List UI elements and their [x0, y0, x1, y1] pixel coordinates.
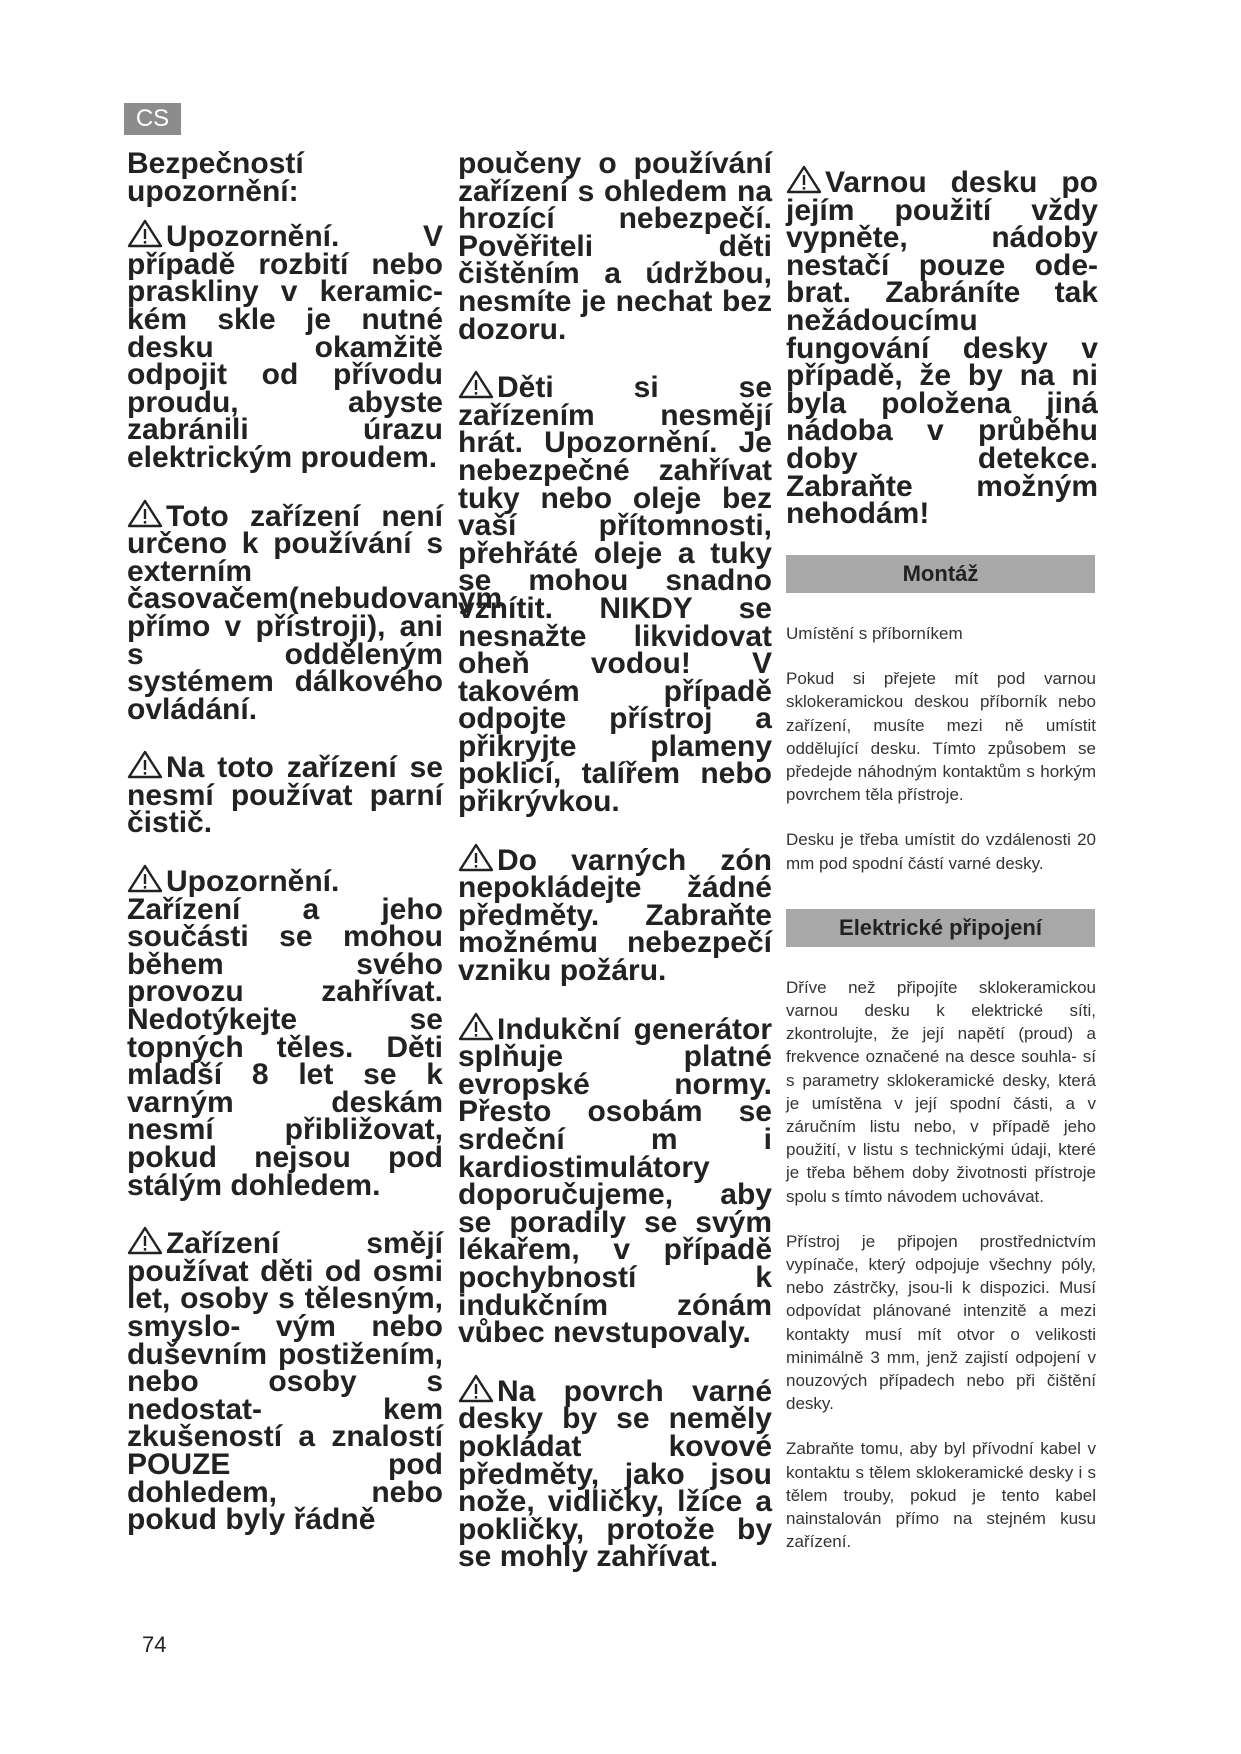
warning-triangle-icon	[458, 1012, 494, 1041]
montaz-paragraph: Desku je třeba umístit do vzdálenosti 20 mm pod spodní částí varné desky.	[786, 830, 1096, 873]
warning-paragraph: Indukční generátor splňuje platné evropské normy. Přesto osobám se srdeční m i kardiostimulátory doporučujeme, aby se poradily se svým lékařem, v případě pochybností k indukčním zónám vůbec nevstupovaly.	[458, 1012, 772, 1350]
warning-triangle-icon	[127, 864, 163, 893]
warning-triangle-icon	[458, 370, 494, 399]
warning-triangle-icon	[786, 165, 822, 194]
warning-paragraph: Varnou desku po jejím použití vždy vypněte, nádoby nestačí pouze ode- brat. Zabráníte tak nežádoucímu fungování desky v případě, že by na ni byla položena jiná nádoba v průběhu doby detekce. Zabraňte možným nehodám!	[786, 166, 1098, 531]
warning-triangle-icon	[458, 1374, 494, 1403]
warning-paragraph: Upozornění. V případě rozbití nebo praskliny v keramic- kém skle je nutné desku okamžitě odpojit od přívodu proudu, abyste zabránili úrazu elektrickým proudem.	[127, 220, 443, 474]
warning-paragraph: Toto zařízení není určeno k používání s externím časovačem(nebudovaným přímo v přístroji), ani s odděleným systémem dálkového ovládání.	[127, 499, 503, 726]
montaz-heading: Montáž	[786, 555, 1095, 593]
warning-paragraph: Na povrch varné desky by se neměly pokládat kovové předměty, jako jsou nože, vidličky, lžíce a pokličky, protože by se mohly zahřívat.	[458, 1374, 772, 1574]
language-badge: CS	[124, 103, 181, 135]
electrical-paragraph: Přístroj je připojen prostřednictvím vypínače, který odpojuje všechny póly, nebo zástrčky, jsou-li k dispozici. Musí odpovídat plánované intenzitě a mezi kontakty musí mít otvor o velikosti minimálně 3 mm, jenž zajistí odpojení v nouzových případech nebo při čištění desky.	[786, 1231, 1096, 1414]
warning-triangle-icon	[127, 750, 163, 779]
electrical-connection-heading: Elektrické připojení	[786, 909, 1095, 947]
text-paragraph: poučeny o používání zařízení s ohledem na hrozící nebezpečí. Pověřiteli děti čištěním a údržbou, nesmíte je nechat bez dozoru.	[458, 147, 772, 346]
warning-triangle-icon	[458, 843, 494, 872]
warning-paragraph: Děti si se zařízením nesmějí hrát. Upozornění. Je nebezpečné zahřívat tuky nebo oleje bez vaší přítomnosti, přehřáté oleje a tuky se mohou snadno vznítit. NIKDY se nesnažte likvidovat oheň vodou! V takovém případě odpojte přístroj a přikryjte plameny poklicí, talířem nebo přikrývkou.	[458, 371, 772, 819]
page-number: 74	[142, 1632, 167, 1657]
warning-paragraph: Do varných zón nepokládejte žádné předměty. Zabraňte možnému nebezpečí vzniku požáru.	[458, 843, 772, 988]
safety-heading: Bezpečností upozornění:	[127, 147, 304, 208]
column-right-warning	[786, 165, 1098, 555]
column-middle	[458, 147, 772, 1598]
electrical-paragraph: Zabraňte tomu, aby byl přívodní kabel v kontaktu s tělem sklokeramické desky i s tělem trouby, pokud je tento kabel nainstalován přímo na stejném kusu zařízení.	[786, 1439, 1096, 1552]
warning-triangle-icon	[127, 499, 163, 528]
warning-paragraph: Zařízení smějí používat děti od osmi let, osoby s tělesným, smyslo- vým nebo duševním postižením, nebo osoby s nedostat- kem zkušeností a znalostí POUZE pod dohledem, nebo pokud byly řádně	[127, 1227, 443, 1537]
installation-section	[786, 555, 1096, 1576]
montaz-paragraph: Pokud si přejete mít pod varnou sklokeramickou deskou příborník nebo zařízení, musíte mezi ně umístit oddělující desku. Tímto způsobem se předejde náhodným kontaktům s horkým povrchem těla přístroje.	[786, 669, 1096, 805]
warning-triangle-icon	[127, 1226, 163, 1255]
warning-paragraph: Na toto zařízení se nesmí používat parní čistič.	[127, 751, 443, 840]
montaz-subtitle: Umístění s příborníkem	[786, 624, 963, 643]
warning-triangle-icon	[127, 219, 163, 248]
electrical-paragraph: Dříve než připojíte sklokeramickou varnou desku k elektrické síti, zkontrolujte, že její napětí (proud) a frekvence označené na desce souhla- sí s parametry sklokeramické desky, která je umístěna v její spodní části, a v záručním listu nebo, v případě jeho použití, v listu s technickými údaji, které je třeba během doby životnosti přístroje spolu s tímto návodem uchovávat.	[786, 977, 1096, 1206]
warning-paragraph: Upozornění. Zařízení a jeho součásti se mohou během svého provozu zahřívat. Nedotýkejte se topných těles. Děti mladší 8 let se k varným deskám nesmí přibližovat, pokud nejsou pod stálým dohledem.	[127, 865, 443, 1202]
column-left	[127, 147, 503, 1561]
